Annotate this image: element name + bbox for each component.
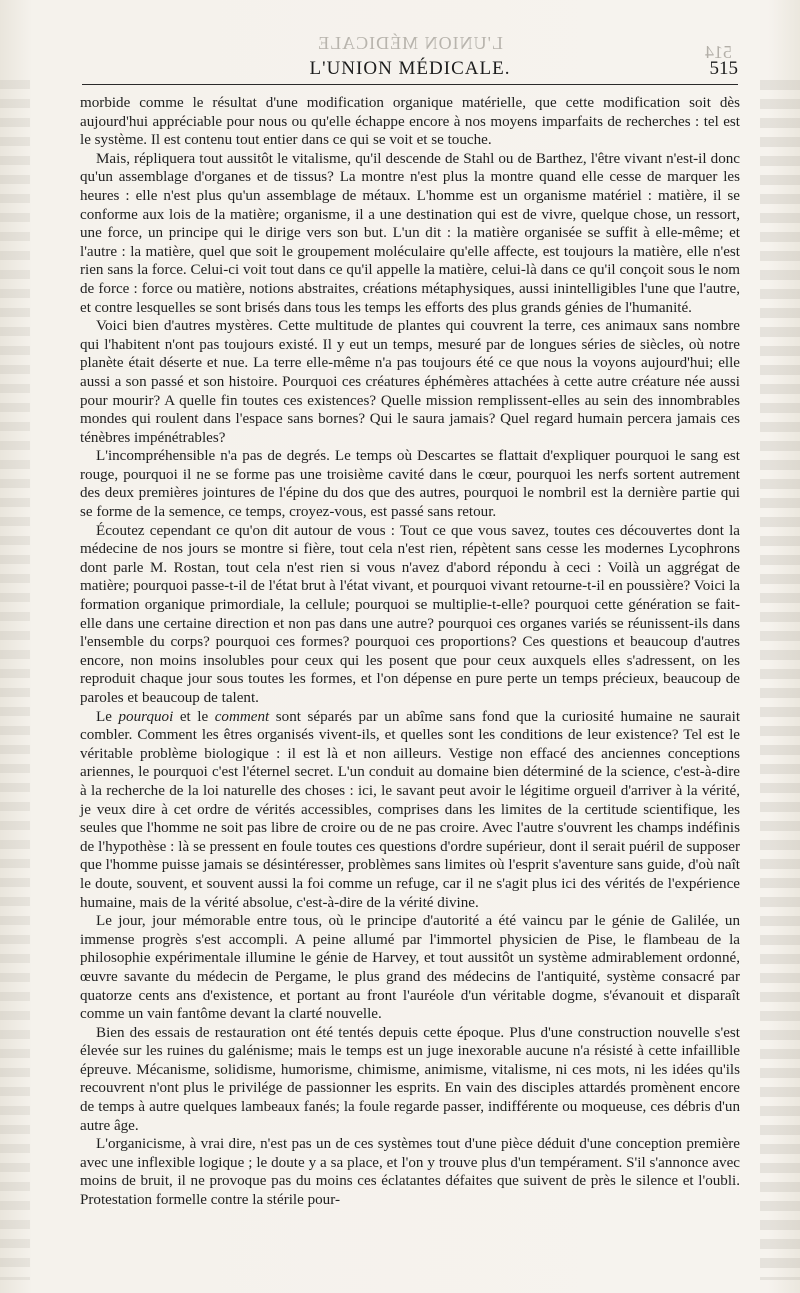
paragraph-6-rest: sont séparés par un abîme sans fond que la curiosité humaine ne saurait combler. Comment les êtres organisés vivent-ils, et quelles sont les conditions de leur existence? Tel est le véritable problème biologique : il est là et non ailleurs. Vestige non effacé des anciennes conceptions ariennes, le pourquoi c'est l'éternel secret. L'un conduit au domaine bien déterminé de la science, c'est-à-dire à la recherche de la loi naturelle des choses : ici, le savant peut avoir le légitime orgueil d'arriver à la vérité, je veux dire à cet ordre de vérités accessibles, comprises dans les limites de la certitude scientifique, les seules que l'homme ne soit pas libre de croire ou de ne pas croire. Avec l'autre s'ouvrent les champs indéfinis de l'hypothèse : là se pressent en foule toutes ces questions d'ordre supérieur, dont il serait puéril de supposer que l'homme puisse jamais se désintéresser, problèmes sans limites où l'esprit s'aventure sans guide, d'où naît le doute, souvent, et souvent aussi la foi comme un refuge, car il ne s'agit plus ici des vérités de l'expérience humaine, mais de la vérité absolue, c'est-à-dire de la vérité divine.: [80, 708, 741, 911]
running-header: [82, 58, 738, 85]
paragraph-3: Voici bien d'autres mystères. Cette multitude de plantes qui couvrent la terre, ces animaux sans nombre qui l'habitent n'ont pas toujours existé. Il y eut un temps, mesuré par de longues séries de siècles, où notre planète était déserte et nue. La terre elle-même n'a pas toujours été ce que nous la voyons aujourd'hui; elle aussi a son passé et son histoire. Pourquoi ces créatures éphémères attachées à cette autre créature née aussi pour mourir? A quelle fin toutes ces existences? Quelle mission remplissent-elles au sein des innombrables mondes qui roulent dans l'espace sans bornes? Qui le saura jamais? Quel regard humain percera jamais ces ténèbres impénétrables?: [80, 318, 740, 446]
paragraph-4: L'incompréhensible n'a pas de degrés. Le temps où Descartes se flattait d'expliquer pourquoi le sang est rouge, pourquoi il ne se forme pas une troisième cavité dans le cœur, pourquoi les nerfs sortent autrement des deux premières jointures de l'épine du dos que des autres, pourquoi le nombril est la dernière partie qui se forme de la semence, ce temps, croyez-vous, est passé sans retour.: [80, 448, 740, 521]
paragraph-6-mid: et le: [173, 708, 215, 725]
bleed-through-page-number: 514: [705, 42, 732, 62]
paragraph-1: morbide comme le résultat d'une modification organique matérielle, que cette modification soit dès aujourd'hui appréciable pour nous ou qu'elle échappe encore à nos moyens imparfaits de recherches : tel est le système. Il est contenu tout entier dans ce qui se voit et se touche.: [80, 95, 740, 149]
page-edge-right: [760, 80, 800, 1280]
page-number: 515: [709, 58, 738, 79]
paragraph-6-start: Le: [96, 708, 119, 725]
running-title: L'UNION MÉDICALE.: [309, 58, 511, 79]
bleed-through-title: L'UNION MÉDICALE: [317, 33, 503, 53]
paragraph-5: Écoutez cependant ce qu'on dit autour de vous : Tout ce que vous savez, toutes ces découvertes dont la médecine de nos jours se montre si fière, tout cela n'est rien, répètent sans cesse les modernes Lycophrons dont parle M. Rostan, tout cela n'est rien si vous n'avez d'abord répondu à ceci : Voilà un aggrégat de matière; pourquoi passe-t-il de l'état brut à l'état vivant, et pourquoi vivant retourne-t-il en poussière? Voici la formation organique primordiale, la cellule; pourquoi se multiplie-t-elle? pourquoi cette génération se fait-elle dans une certaine direction et non pas dans une autre? pourquoi ces organes variés se réunissent-ils dans l'ensemble du corps? pourquoi ces formes? pourquoi ces proportions? Ces questions et beaucoup d'autres encore, non moins insolubles pour ceux qui les posent que pour ceux auxquels elles s'adressent, on les reproduit chaque jour sous toutes les formes, et l'on dépense en pure perte un temps précieux, beaucoup de paroles et beaucoup de talent.: [80, 522, 741, 706]
body-text: [80, 94, 740, 1210]
paragraph-9: L'organicisme, à vrai dire, n'est pas un de ces systèmes tout d'une pièce déduit d'une conception première avec une inflexible logique ; le doute y a sa place, et l'on y trouve plus d'un tempérament. S'il s'annonce avec moins de bruit, il ne provoque pas du moins ces éclatantes défaites que suivent de près le silence et l'oubli. Protestation formelle contre la stérile pour-: [80, 1136, 740, 1209]
paragraph-2: Mais, répliquera tout aussitôt le vitalisme, qu'il descende de Stahl ou de Barthez, l'être vivant n'est-il donc qu'un assemblage d'organes et de tissus? La montre n'est plus la montre quand elle cesse de marquer les heures : elle n'est plus qu'un assemblage de métaux. L'homme est un organisme matériel : matière, il se conforme aux lois de la matière; organisme, il a une destination qui est de vivre, quelque chose, un ressort, une force, un principe qui le dirige vers son but. L'un dit : la matière organisée se suffit à elle-même; et l'autre : la matière, quel que soit le groupement moléculaire qu'elle affecte, est toujours la matière, elle n'est rien sans la force. Celui-ci voit tout dans ce qu'il appelle la matière, celui-là dans ce qu'il conçoit sous le nom de force : force ou matière, notions abstraites, créations métaphysiques, aussi inintelligibles l'une que l'autre, et contre lesquelles se sont brisés dans tous les temps les efforts des plus grands génies de l'humanité.: [80, 150, 740, 316]
italic-comment: comment: [214, 708, 270, 725]
page-edge-left: [0, 80, 30, 1280]
italic-pourquoi: pourquoi: [118, 708, 174, 725]
paragraph-6: [80, 708, 740, 913]
paragraph-8: Bien des essais de restauration ont été tentés depuis cette époque. Plus d'une construction nouvelle s'est élevée sur les ruines du galénisme; mais le temps est un juge inexorable aucune n'a résisté à cette infaillible épreuve. Mécanisme, solidisme, humorisme, chimisme, animisme, vitalisme, ni ces mots, ni les idées qu'ils recouvrent n'ont plus le privilége de passionner les esprits. En vain des disciples attardés promènent encore de temps à autre quelques lambeaux fanés; la foule regarde passer, indifférente ou moqueuse, ces débris d'un autre âge.: [80, 1024, 740, 1134]
paragraph-7: Le jour, jour mémorable entre tous, où le principe d'autorité a été vaincu par le génie de Galilée, un immense progrès s'est accompli. A peine allumé par l'immortel physicien de Pise, le flambeau de la philosophie expérimentale illumine le génie de Harvey, et tout aussitôt un système admirablement ordonné, œuvre savante du médecin de Pergame, le plus grand des médecins de l'antiquité, système consacré par quatorze cents ans d'existence, et portant au front l'auréole d'un véritable dogme, s'évanouit et disparaît comme un vain fantôme devant la clarté nouvelle.: [80, 913, 740, 1023]
